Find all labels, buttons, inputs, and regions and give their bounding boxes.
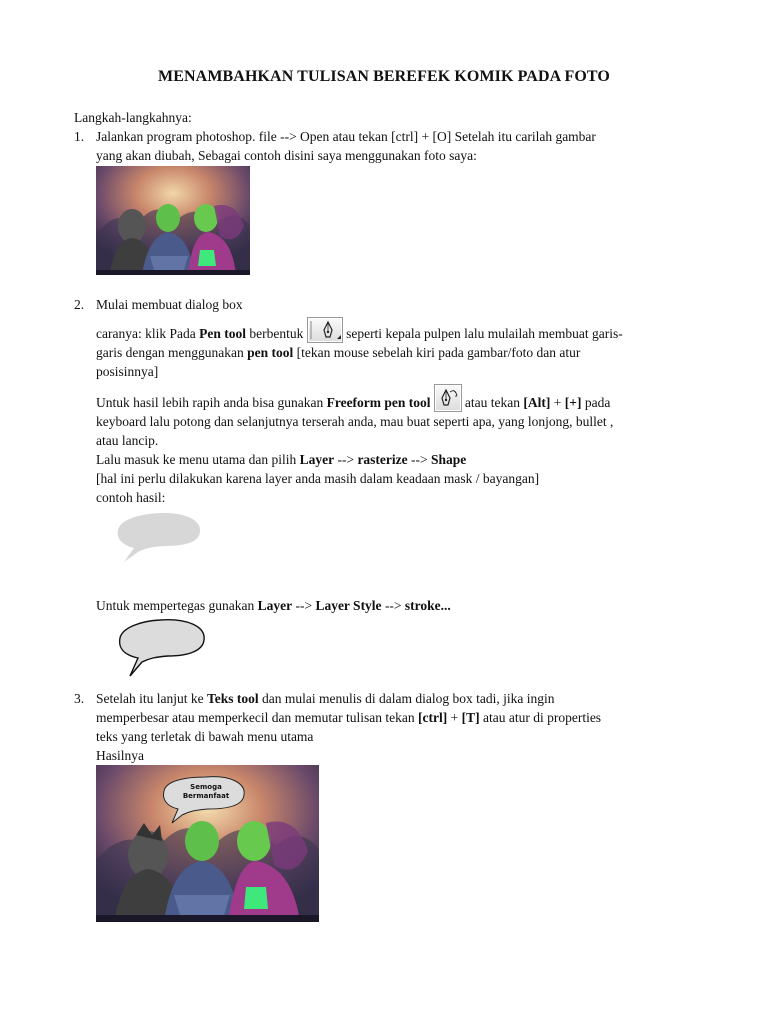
text-span: caranya: klik Pada bbox=[96, 326, 200, 341]
bubble-caption-line1: Semoga bbox=[190, 783, 222, 791]
bold-text: [ctrl] bbox=[418, 710, 448, 725]
bold-text: Teks tool bbox=[206, 691, 259, 706]
step2-number: 2. bbox=[74, 297, 85, 312]
step3-line2 bbox=[96, 708, 601, 727]
pen-tool-icon bbox=[307, 317, 343, 343]
step2-p3 bbox=[96, 450, 466, 469]
text-span: --> bbox=[407, 452, 432, 467]
text-span: Untuk mempertegas gunakan bbox=[96, 598, 258, 613]
step2-p2-line2: keyboard lalu potong dan selanjutnya terserah anda, mau buat seperti apa, yang lonjong, bullet , bbox=[96, 414, 614, 429]
step2-p5: contoh hasil: bbox=[96, 490, 166, 505]
text-span: + bbox=[550, 395, 565, 410]
step2-p1-line2 bbox=[96, 343, 580, 362]
step3-line4: Hasilnya bbox=[96, 748, 144, 763]
bold-text: pen tool bbox=[247, 345, 294, 360]
bold-text: Pen tool bbox=[199, 326, 246, 341]
document-title: MENAMBAHKAN TULISAN BEREFEK KOMIK PADA FOTO bbox=[158, 68, 610, 85]
bold-text: [+] bbox=[564, 395, 582, 410]
step2-p1-line1 bbox=[96, 324, 623, 343]
bold-text: stroke... bbox=[404, 598, 451, 613]
speech-bubble-example bbox=[112, 510, 208, 570]
text-span: --> bbox=[292, 598, 316, 613]
text-span: [tekan mouse sebelah kiri pada gambar/foto dan atur bbox=[293, 345, 581, 360]
text-span: seperti kepala pulpen lalu mulailah membuat garis- bbox=[342, 326, 623, 341]
step3-line1 bbox=[96, 689, 554, 708]
step1-line1: Jalankan program photoshop. file --> Open atau tekan [ctrl] + [O] Setelah itu carilah gambar bbox=[96, 129, 596, 144]
speech-bubble-stroked bbox=[112, 616, 212, 684]
intro-text: Langkah-langkahnya: bbox=[74, 110, 192, 125]
step1-line2: yang akan diubah, Sebagai contoh disini saya menggunakan foto saya: bbox=[96, 148, 477, 163]
bold-text: rasterize bbox=[357, 452, 408, 467]
text-span: berbentuk bbox=[245, 326, 307, 341]
text-span: memperbesar atau memperkecil dan memutar tulisan tekan bbox=[96, 710, 418, 725]
text-span: dan mulai menulis di dalam dialog box tadi, jika ingin bbox=[258, 691, 555, 706]
text-span: garis dengan menggunakan bbox=[96, 345, 248, 360]
step2-heading: Mulai membuat dialog box bbox=[96, 297, 243, 312]
step2-p1-line3: posisinnya] bbox=[96, 364, 159, 379]
text-span: + bbox=[447, 710, 462, 725]
bold-text: Layer bbox=[257, 598, 293, 613]
text-span: --> bbox=[334, 452, 358, 467]
step3-number: 3. bbox=[74, 691, 85, 706]
bold-text: [Alt] bbox=[523, 395, 551, 410]
text-span: atau tekan bbox=[461, 395, 524, 410]
freeform-pen-tool-icon bbox=[434, 384, 462, 412]
bold-text: [T] bbox=[461, 710, 480, 725]
bubble-caption bbox=[166, 783, 246, 801]
step2-p4: [hal ini perlu dilakukan karena layer anda masih dalam keadaan mask / bayangan] bbox=[96, 471, 540, 486]
bold-text: Layer bbox=[299, 452, 335, 467]
text-span: Lalu masuk ke menu utama dan pilih bbox=[96, 452, 300, 467]
step2-p2-line3: atau lancip. bbox=[96, 433, 159, 448]
text-span: atau atur di properties bbox=[479, 710, 602, 725]
text-span: pada bbox=[581, 395, 611, 410]
result-photo bbox=[96, 765, 319, 922]
step3-line3: teks yang terletak di bawah menu utama bbox=[96, 729, 314, 744]
bold-text: Shape bbox=[431, 452, 467, 467]
bubble-caption-line2: Bermanfaat bbox=[182, 792, 230, 800]
bold-text: Layer Style bbox=[315, 598, 382, 613]
text-span: Setelah itu lanjut ke bbox=[96, 691, 207, 706]
original-photo bbox=[96, 166, 250, 275]
bold-text: Freeform pen tool bbox=[326, 395, 431, 410]
step2-p2-line1 bbox=[96, 393, 610, 412]
text-span: Untuk hasil lebih rapih anda bisa gunakan bbox=[96, 395, 327, 410]
step1-number: 1. bbox=[74, 129, 85, 144]
step2-p6 bbox=[96, 596, 451, 615]
text-span: --> bbox=[381, 598, 405, 613]
